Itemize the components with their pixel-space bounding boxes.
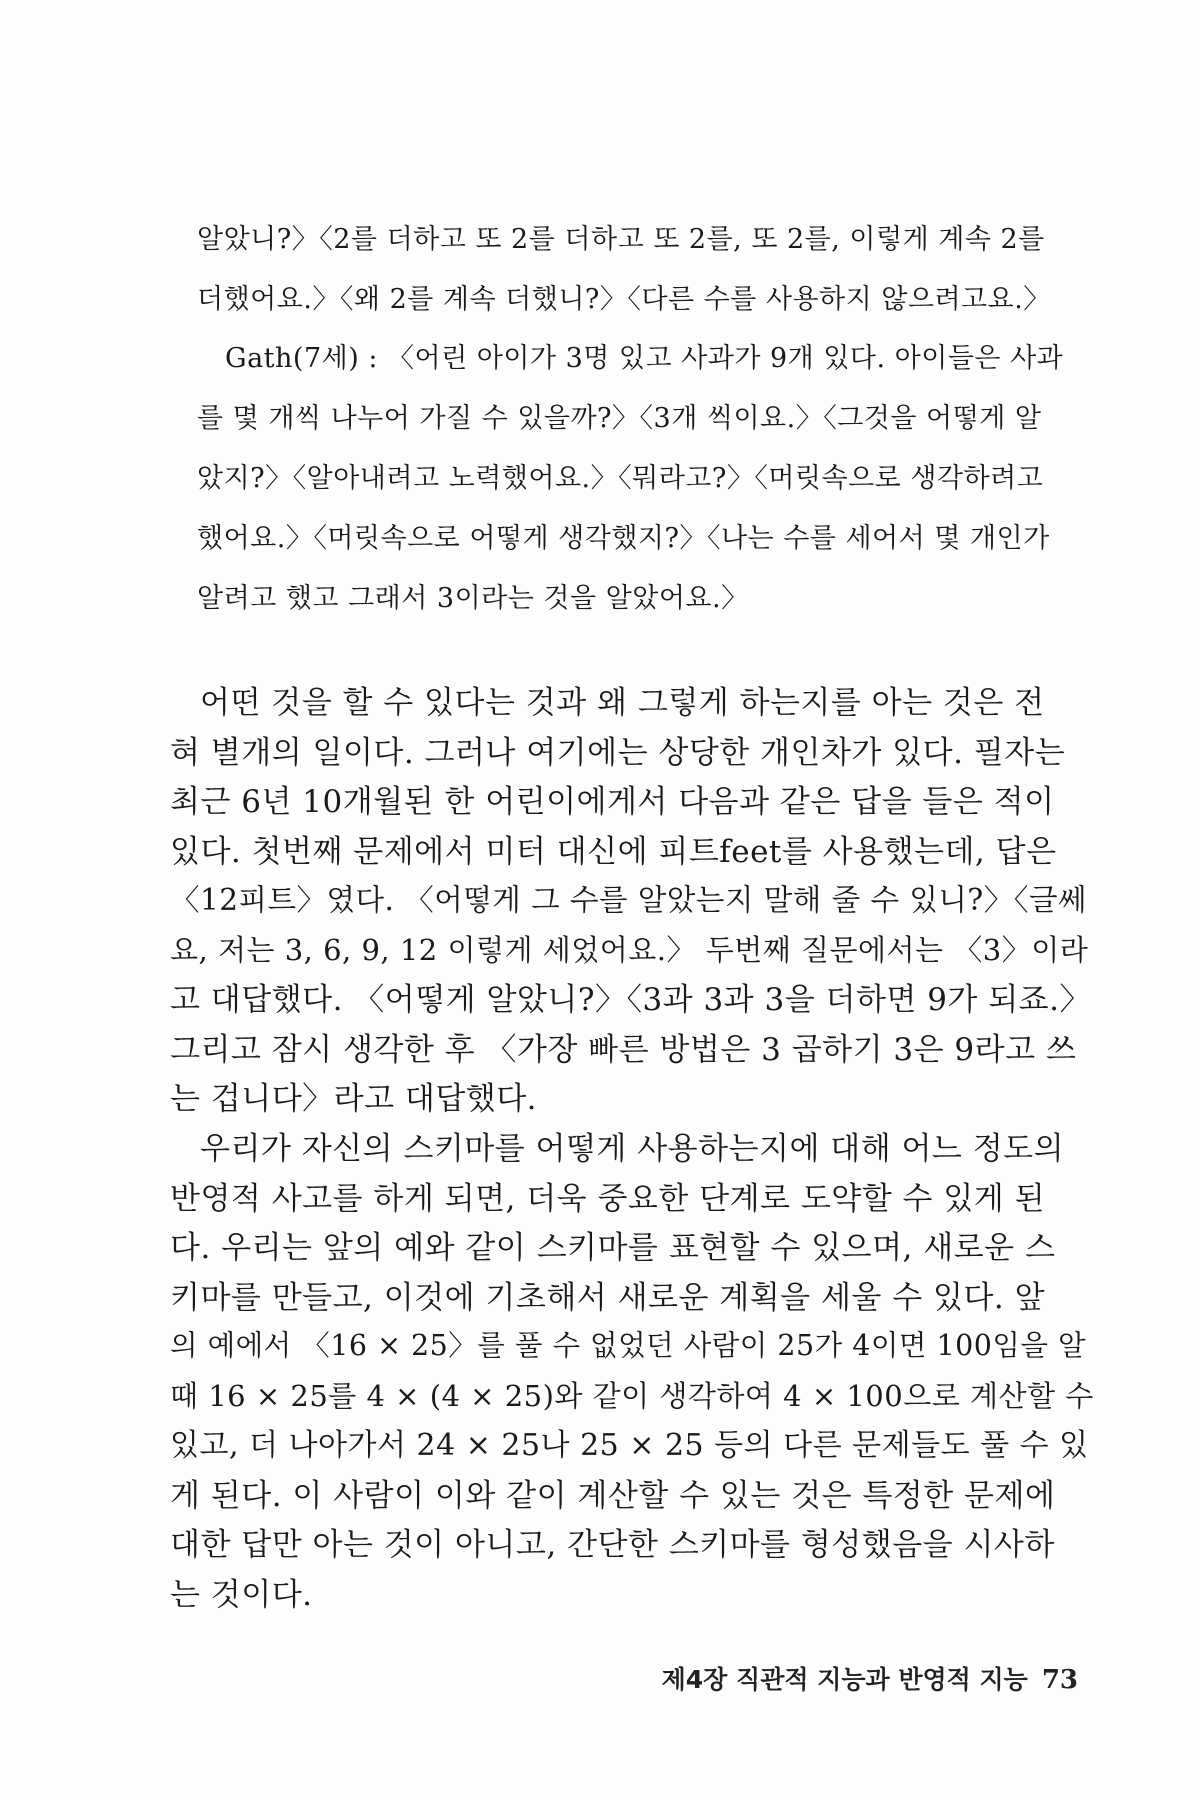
body-line: 고 대답했다. 〈어떻게 알았니?〉〈3과 3과 3을 더하면 9가 되죠.〉 [170,982,1091,1018]
body-line: 있다. 첫번째 문제에서 미터 대신에 피트feet를 사용했는데, 답은 [170,834,1057,870]
body-line: 키마를 만들고, 이것에 기초해서 새로운 계획을 세울 수 있다. 앞 [170,1280,1046,1316]
body-line: 있고, 더 나아가서 24 × 25나 25 × 25 등의 다른 문제들도 풀 수 있 [170,1428,1089,1463]
body-line: 의 예에서 〈16 × 25〉를 풀 수 없었던 사람이 25가 4이면 100임을 알 [170,1329,1087,1362]
body-line: 요, 저는 3, 6, 9, 12 이렇게 세었어요.〉 두번째 질문에서는 〈3〉이라 [170,933,1089,967]
body-line: 게 된다. 이 사람이 이와 같이 계산할 수 있는 것은 특정한 문제에 [170,1478,1056,1514]
body-line: 우리가 자신의 스키마를 어떻게 사용하는지에 대해 어느 정도의 [200,1131,1065,1167]
body-line: 반영적 사고를 하게 되면, 더욱 중요한 단계로 도약할 수 있게 된 [170,1181,1046,1217]
quote-line: 를 몇 개씩 나누어 가질 수 있을까?〉〈3개 씩이요.〉〈그것을 어떻게 알 [197,403,1042,434]
quote-line: 더했어요.〉〈왜 2를 계속 더했니?〉〈다른 수를 사용하지 않으려고요.〉 [197,284,1051,315]
quote-line: 았지?〉〈알아내려고 노력했어요.〉〈뭐라고?〉〈머릿속으로 생각하려고 [197,463,1044,494]
quote-line: 알았니?〉〈2를 더하고 또 2를 더하고 또 2를, 또 2를, 이렇게 계속 2를 [197,224,1045,255]
body-line: 는 겁니다〉라고 대답했다. [170,1081,538,1117]
running-footer [662,1660,1078,1696]
body-line: 최근 6년 10개월된 한 어린이에게서 다음과 같은 답을 들은 적이 [170,784,1055,820]
body-line: 혀 별개의 일이다. 그러나 여기에는 상당한 개인차가 있다. 필자는 [170,735,1066,771]
quote-line: 알려고 했고 그래서 3이라는 것을 알았어요.〉 [197,583,749,614]
body-line: 때 16 × 25를 4 × (4 × 25)와 같이 생각하여 4 × 100으로 계산할 수 [170,1379,1094,1413]
body-line: 는 것이다. [170,1577,313,1613]
chapter-title: 제4장 직관적 지능과 반영적 지능 [661,1665,1028,1694]
body-line: 어떤 것을 할 수 있다는 것과 왜 그렇게 하는지를 아는 것은 전 [200,685,1045,721]
body-line: 대한 답만 아는 것이 아니고, 간단한 스키마를 형성했음을 시사하 [170,1527,1055,1563]
body-line: 그리고 잠시 생각한 후 〈가장 빠른 방법은 3 곱하기 3은 9라고 쓰 [170,1032,1077,1068]
quote-line: Gath(7세) : 〈어린 아이가 3명 있고 사과가 9개 있다. 아이들은 사과 [225,343,1064,374]
page-number: 73 [1041,1665,1078,1695]
quote-line: 했어요.〉〈머릿속으로 어떻게 생각했지?〉〈나는 수를 세어서 몇 개인가 [197,523,1050,554]
body-line: 〈12피트〉였다. 〈어떻게 그 수를 알았는지 말해 줄 수 있니?〉〈글쎄 [170,883,1087,917]
body-line: 다. 우리는 앞의 예와 같이 스키마를 표현할 수 있으며, 새로운 스 [170,1230,1056,1266]
